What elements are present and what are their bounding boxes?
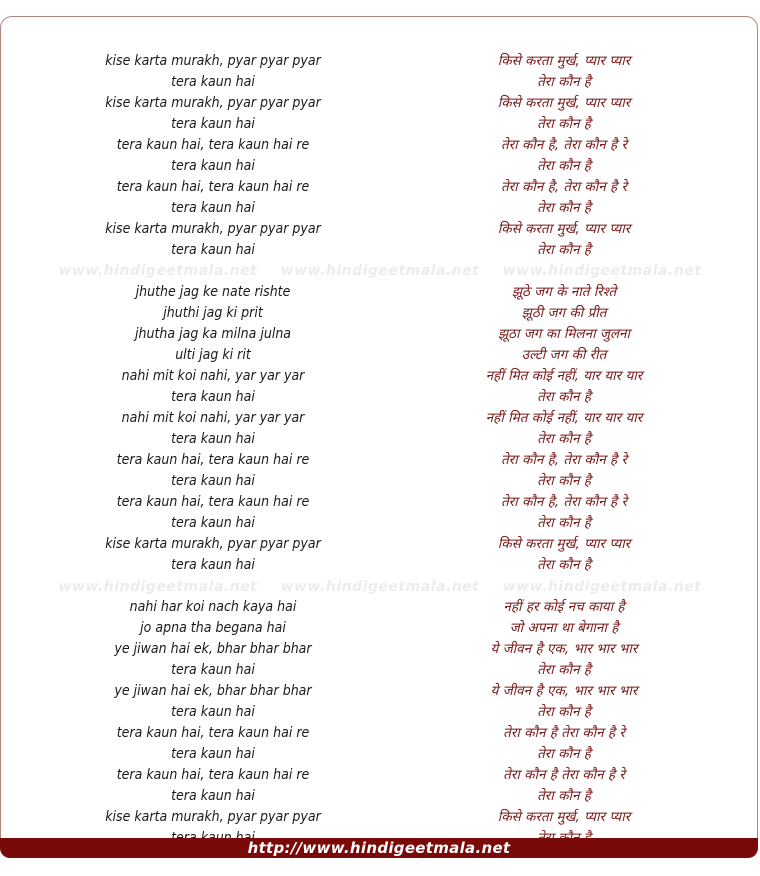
lyric-line-hindi: तेरा कौन है तेरा कौन है रे: [503, 767, 625, 783]
lyric-line-hindi: तेरा कौन है, तेरा कौन है रे: [500, 494, 628, 510]
lyric-line-roman: tera kaun hai: [171, 158, 255, 174]
lyric-line-hindi: झूठे जग के नाते रिश्ते: [511, 284, 617, 300]
lyric-line-hindi: उल्टी जग की रीत: [521, 347, 607, 363]
lyric-line-roman: tera kaun hai: [171, 242, 255, 258]
lyric-line-roman: tera kaun hai: [171, 515, 255, 531]
lyric-line-hindi: तेरा कौन है: [537, 431, 591, 447]
lyric-line-roman: tera kaun hai: [171, 431, 255, 447]
lyric-line-roman: tera kaun hai, tera kaun hai re: [116, 767, 310, 783]
lyric-line-roman: jhuthi jag ki prit: [163, 305, 263, 321]
lyric-line-hindi: तेरा कौन है: [537, 389, 591, 405]
lyric-line-hindi: नहीं मित कोई नहीं, यार यार यार: [485, 410, 643, 426]
lyric-line-hindi: तेरा कौन है: [537, 704, 591, 720]
lyric-line-roman: tera kaun hai: [171, 746, 255, 762]
lyric-line-hindi: तेरा कौन है तेरा कौन है रे: [503, 725, 625, 741]
lyric-line-hindi: तेरा कौन है: [537, 557, 591, 573]
lyric-line-hindi: तेरा कौन है: [537, 788, 591, 804]
lyric-line-hindi: तेरा कौन है: [537, 473, 591, 489]
lyric-line-roman: kise karta murakh, pyar pyar pyar: [105, 536, 321, 552]
watermark-text: www.hindigeetmala.net www.hindigeetmala.net www.hindigeetmala.net: [58, 579, 702, 595]
lyric-line-hindi: तेरा कौन है: [537, 746, 591, 762]
lyric-line-roman: jhutha jag ka milna julna: [134, 326, 292, 342]
lyric-line-hindi: तेरा कौन है: [537, 515, 591, 531]
lyric-line-roman: tera kaun hai: [171, 74, 255, 90]
lyric-line-hindi: नहीं हर कोई नच काया है: [503, 599, 625, 615]
lyric-line-roman: jhuthe jag ke nate rishte: [135, 284, 291, 300]
lyric-line-hindi: किसे करता मुर्ख, प्यार प्यार: [497, 536, 631, 552]
lyrics-card: [0, 16, 758, 858]
lyric-line-hindi: झूठा जग का मिलना जुलना: [497, 326, 631, 342]
lyric-line-roman: tera kaun hai, tera kaun hai re: [116, 452, 310, 468]
stanza-gap: [374, 576, 754, 597]
lyric-line-roman: jo apna tha begana hai: [140, 620, 286, 636]
lyric-line-hindi: तेरा कौन है, तेरा कौन है रे: [500, 452, 628, 468]
lyrics-roman-column: [42, 51, 384, 849]
lyric-line-roman: nahi mit koi nahi, yar yar yar: [121, 410, 305, 426]
stanza-gap: [42, 261, 384, 282]
lyric-line-roman: tera kaun hai, tera kaun hai re: [116, 494, 310, 510]
lyric-line-hindi: किसे करता मुर्ख, प्यार प्यार: [497, 95, 631, 111]
lyric-line-hindi: किसे करता मुर्ख, प्यार प्यार: [497, 53, 631, 69]
lyric-line-hindi: तेरा कौन है: [537, 242, 591, 258]
lyric-line-hindi: तेरा कौन है: [537, 158, 591, 174]
lyric-line-roman: tera kaun hai: [171, 662, 255, 678]
lyric-line-roman: nahi har koi nach kaya hai: [129, 599, 297, 615]
lyric-line-hindi: किसे करता मुर्ख, प्यार प्यार: [497, 809, 631, 825]
lyric-line-hindi: तेरा कौन है: [537, 74, 591, 90]
lyric-line-hindi: तेरा कौन है: [537, 662, 591, 678]
lyric-line-hindi: ये जीवन है एक, भार भार भार: [490, 683, 638, 699]
lyric-line-roman: tera kaun hai: [171, 200, 255, 216]
lyric-line-roman: kise karta murakh, pyar pyar pyar: [105, 809, 321, 825]
lyric-line-hindi: किसे करता मुर्ख, प्यार प्यार: [497, 221, 631, 237]
lyric-line-roman: tera kaun hai, tera kaun hai re: [116, 725, 310, 741]
lyric-line-hindi: जो अपना था बेगाना है: [509, 620, 619, 636]
lyric-line-roman: tera kaun hai: [171, 116, 255, 132]
lyric-line-hindi: तेरा कौन है: [537, 116, 591, 132]
lyric-line-hindi: तेरा कौन है, तेरा कौन है रे: [500, 179, 628, 195]
lyric-line-roman: nahi mit koi nahi, yar yar yar: [121, 368, 305, 384]
lyric-line-roman: tera kaun hai: [171, 473, 255, 489]
lyric-line-hindi: तेरा कौन है, तेरा कौन है रे: [500, 137, 628, 153]
lyric-line-roman: tera kaun hai, tera kaun hai re: [116, 137, 310, 153]
lyric-line-roman: ye jiwan hai ek, bhar bhar bhar: [114, 641, 312, 657]
lyric-line-roman: tera kaun hai: [171, 704, 255, 720]
lyric-line-hindi: नहीं मित कोई नहीं, यार यार यार: [485, 368, 643, 384]
lyric-line-roman: kise karta murakh, pyar pyar pyar: [105, 53, 321, 69]
lyric-line-roman: tera kaun hai, tera kaun hai re: [116, 179, 310, 195]
site-url-footer[interactable]: http://www.hindigeetmala.net: [0, 838, 758, 858]
lyric-line-hindi: ये जीवन है एक, भार भार भार: [490, 641, 638, 657]
lyrics-hindi-column: [374, 51, 754, 849]
lyric-line-roman: tera kaun hai: [171, 557, 255, 573]
stanza-gap: [42, 576, 384, 597]
lyric-line-roman: tera kaun hai: [171, 788, 255, 804]
lyric-line-hindi: झूठी जग की प्रीत: [521, 305, 607, 321]
lyric-line-roman: ye jiwan hai ek, bhar bhar bhar: [114, 683, 312, 699]
lyric-line-roman: kise karta murakh, pyar pyar pyar: [105, 221, 321, 237]
stanza-gap: [374, 261, 754, 282]
watermark-text: www.hindigeetmala.net www.hindigeetmala.net www.hindigeetmala.net: [58, 263, 702, 279]
lyric-line-hindi: तेरा कौन है: [537, 200, 591, 216]
lyric-line-roman: kise karta murakh, pyar pyar pyar: [105, 95, 321, 111]
lyric-line-roman: tera kaun hai: [171, 389, 255, 405]
lyric-line-roman: ulti jag ki rit: [175, 347, 251, 363]
